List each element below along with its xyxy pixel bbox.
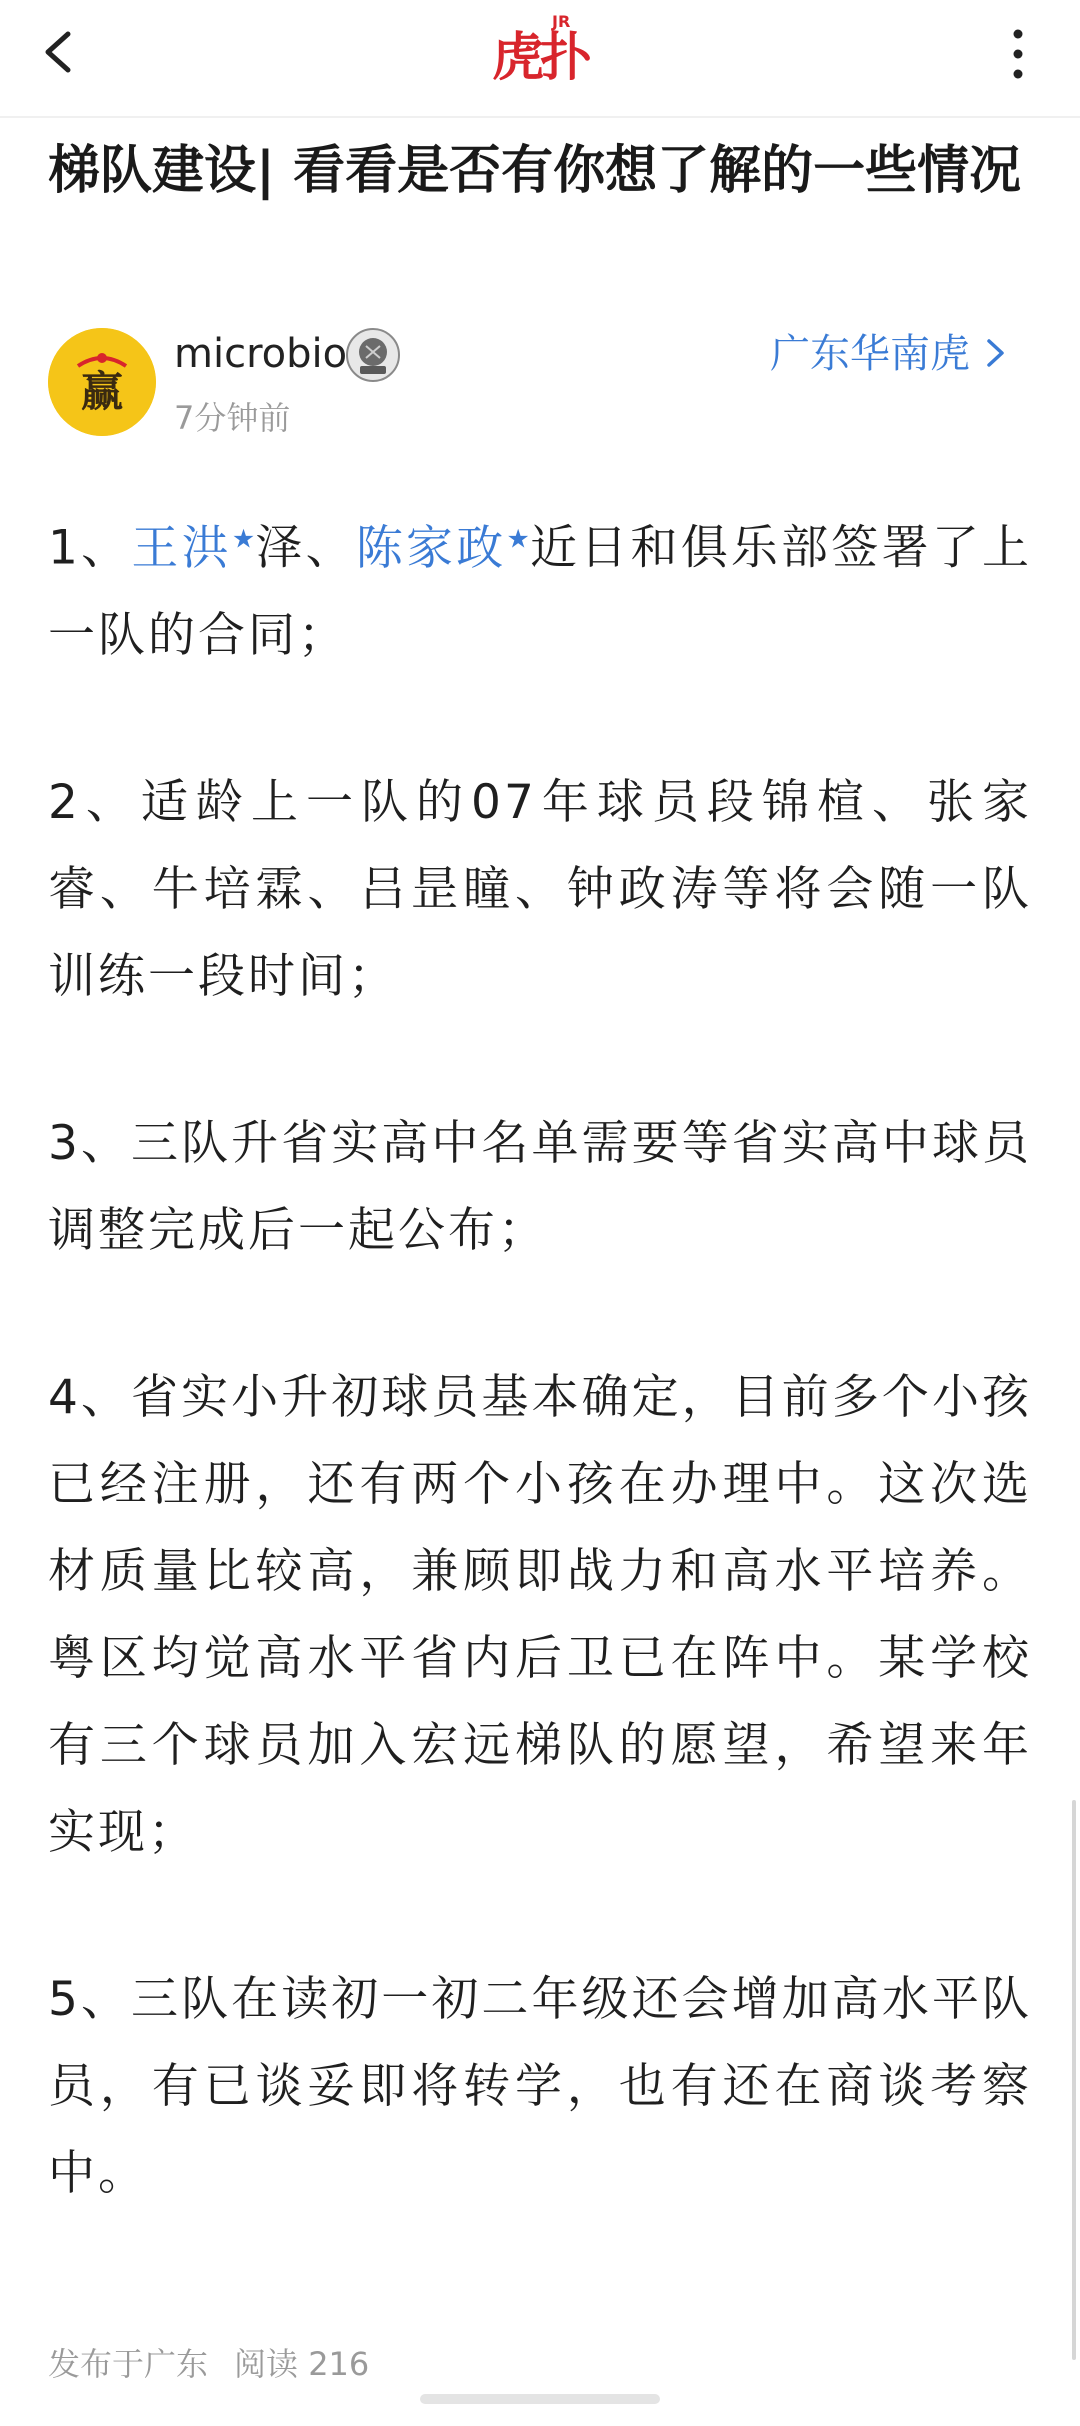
author-avatar[interactable]: [48, 328, 156, 436]
top-navigation-bar: [0, 0, 1080, 118]
paragraph-1-prefix: 1、: [48, 520, 132, 576]
player-name-wang: 王洪: [131, 520, 232, 576]
chevron-right-icon: [980, 333, 1010, 373]
read-count: 阅读 216: [234, 2345, 370, 2383]
paragraph-5: 5、三队在读初一初二年级还会增加高水平队员，有已谈妥即将转学，也有还在商谈考察中。: [48, 1971, 1032, 2201]
forum-label: 广东华南虎: [770, 331, 970, 377]
post-footer: [48, 2340, 395, 2388]
vertical-dots-icon: [1000, 22, 1036, 86]
avatar-emblem-icon: [48, 328, 156, 436]
star-icon: ★: [506, 524, 531, 554]
paragraph-1-mid: 泽、: [255, 520, 356, 576]
post-location: 发布于广东: [48, 2345, 209, 2383]
home-indicator[interactable]: [420, 2394, 660, 2404]
paragraph-1: [48, 496, 1032, 679]
post-time: 7分钟前: [174, 399, 291, 437]
post-content: [48, 496, 1032, 2297]
author-level-badge: [344, 326, 402, 384]
chevron-left-icon: [38, 20, 90, 84]
paragraph-4: 4、省实小升初球员基本确定，目前多个小孩已经注册，还有两个小孩在办理中。这次选材质量比较高，兼顾即战力和高水平培养。粤区均觉高水平省内后卫已在阵中。某学校有三个球员加入宏远梯队的愿望，希望来年实现；: [48, 1369, 1032, 1860]
logo-text: 虎扑: [492, 28, 589, 88]
back-button[interactable]: [38, 20, 90, 84]
logo-superscript: JR: [552, 12, 571, 31]
player-link-wang[interactable]: [131, 521, 255, 576]
badge-icon: [344, 326, 402, 384]
scrollbar-thumb[interactable]: [1072, 1800, 1076, 2360]
star-icon: ★: [231, 524, 256, 554]
player-link-chen[interactable]: [356, 521, 530, 576]
player-name-chen: 陈家政: [355, 520, 507, 576]
post-title: 梯队建设| 看看是否有你想了解的一些情况: [48, 141, 1022, 201]
author-name[interactable]: microbio: [174, 331, 348, 377]
hupu-logo: [492, 12, 588, 92]
paragraph-3: 3、三队升省实高中名单需要等省实高中球员调整完成后一起公布；: [48, 1115, 1032, 1258]
forum-link[interactable]: [770, 326, 1010, 382]
paragraph-1-rest: 近日和俱乐部签署了上一队的合同；: [48, 520, 1033, 663]
avatar-glyph: 赢: [80, 367, 124, 416]
more-options-button[interactable]: [1000, 22, 1036, 86]
paragraph-2: 2、适龄上一队的07年球员段锦楦、张家睿、牛培霖、吕昰瞳、钟政涛等将会随一队训练一段时间；: [48, 774, 1032, 1004]
